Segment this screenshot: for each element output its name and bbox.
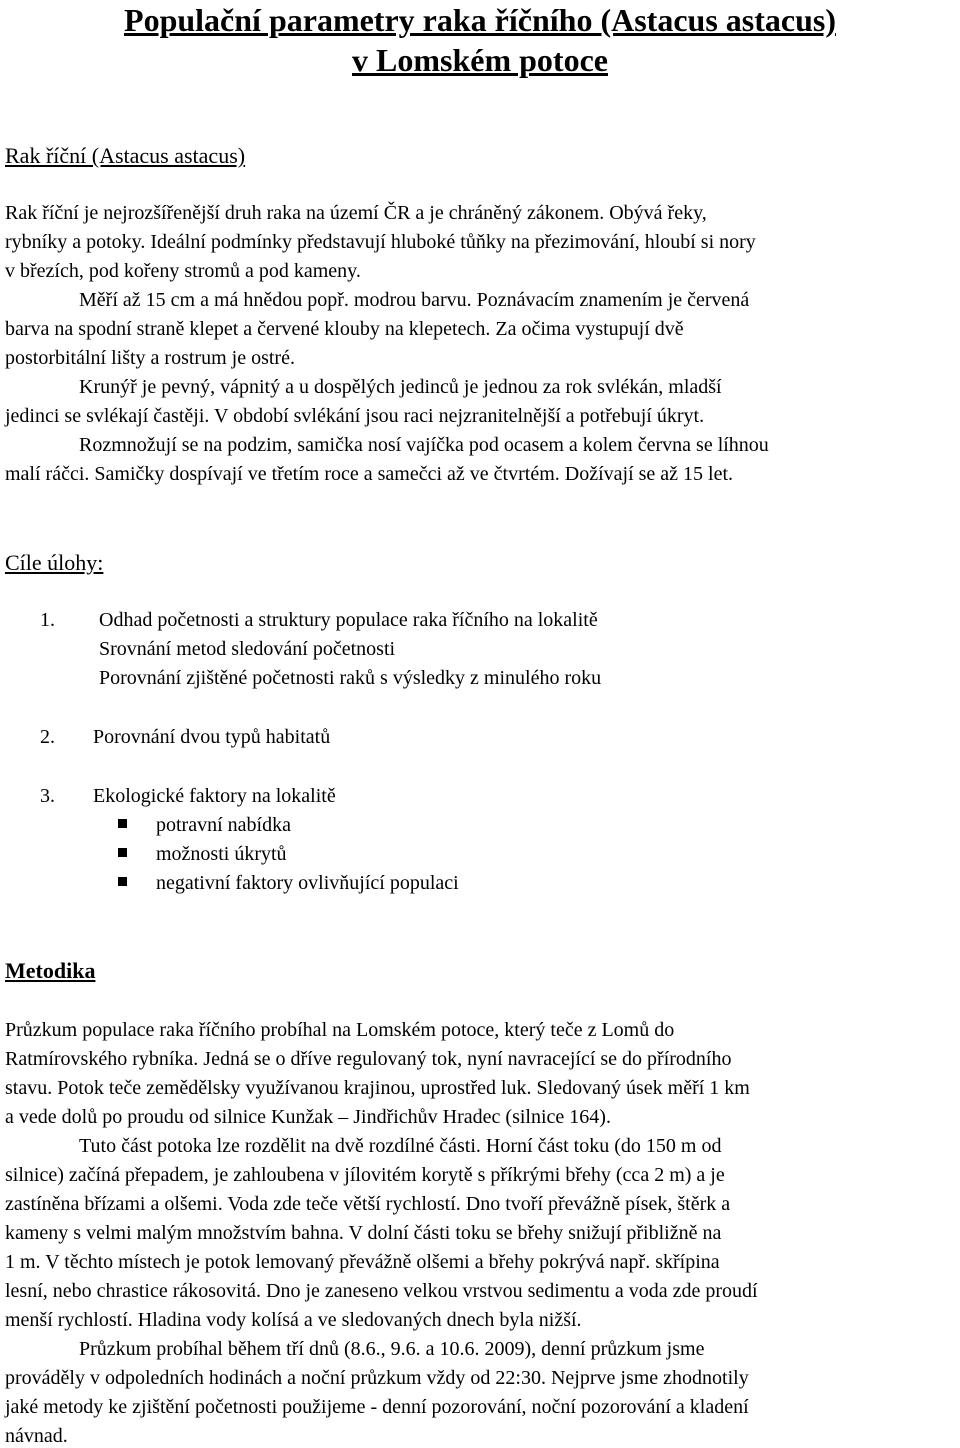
rak-paragraph-line: Rak říční je nejrozšířenější druh raka na území ČR a je chráněný zákonem. Obývá řeky, bbox=[5, 202, 707, 224]
metodika-paragraph-line: prováděly v odpoledních hodinách a noční průzkum vždy od 22:30. Nejprve jsme zhodnotily bbox=[5, 1367, 749, 1389]
metodika-paragraph-line: menší rychlostí. Hladina vody kolísá a ve sledovaných dnech byla nižší. bbox=[5, 1309, 582, 1331]
section-heading-metodika: Metodika bbox=[5, 958, 96, 983]
metodika-paragraph-line: 1 m. V těchto místech je potok lemovaný převážně olšemi a břehy pokrývá např. skřípina bbox=[5, 1251, 720, 1273]
metodika-paragraph-line: Průzkum populace raka říčního probíhal na Lomském potoce, který teče z Lomů do bbox=[5, 1019, 675, 1041]
square-bullet-icon bbox=[118, 877, 127, 886]
rak-paragraph-line: Krunýř je pevný, vápnitý a u dospělých jedinců je jednou za rok svlékán, mladší bbox=[79, 376, 722, 398]
rak-paragraph-line: jedinci se svlékají častěji. V období svlékání jsou raci nejzranitelnější a potřebují úkryt. bbox=[5, 405, 705, 427]
rak-paragraph-line: v březích, pod kořeny stromů a pod kameny. bbox=[5, 260, 361, 282]
page-title-line-2: v Lomském potoce bbox=[352, 42, 608, 78]
goal-item-line: Porovnání dvou typů habitatů bbox=[93, 726, 331, 748]
metodika-paragraph-line: jaké metody ke zjištění početnosti použijeme - denní pozorování, noční pozorování a kladení bbox=[5, 1396, 749, 1418]
metodika-paragraph-line: silnice) začíná přepadem, je zahloubena v jílovitém korytě s příkrými břehy (cca 2 m) a je bbox=[5, 1164, 725, 1186]
goal-item-line: Odhad početnosti a struktury populace raka říčního na lokalitě bbox=[99, 609, 598, 631]
metodika-paragraph-line: a vede dolů po proudu od silnice Kunžak – Jindřichův Hradec (silnice 164). bbox=[5, 1106, 611, 1128]
rak-paragraph-line: malí ráčci. Samičky dospívají ve třetím roce a samečci až ve čtvrtém. Dožívají se až 15 let. bbox=[5, 463, 734, 485]
rak-paragraph-line: barva na spodní straně klepet a červené klouby na klepetech. Za očima vystupují dvě bbox=[5, 318, 684, 340]
section-heading-cile: Cíle úlohy: bbox=[5, 550, 104, 575]
bullet-item: možnosti úkrytů bbox=[156, 843, 287, 865]
page-title-line-1: Populační parametry raka říčního (Astacus astacus) bbox=[124, 2, 836, 38]
goal-item-line: Srovnání metod sledování početnosti bbox=[99, 638, 396, 660]
metodika-paragraph-line: Tuto část potoka lze rozdělit na dvě rozdílné části. Horní část toku (do 150 m od bbox=[79, 1135, 722, 1157]
metodika-paragraph-line: návnad. bbox=[5, 1425, 68, 1447]
square-bullet-icon bbox=[118, 819, 127, 828]
goal-item-line: Ekologické faktory na lokalitě bbox=[93, 785, 336, 807]
metodika-paragraph-line: stavu. Potok teče zemědělsky využívanou krajinou, uprostřed luk. Sledovaný úsek měří 1 km bbox=[5, 1077, 750, 1099]
square-bullet-icon bbox=[118, 848, 127, 857]
section-heading-rak: Rak říční (Astacus astacus) bbox=[5, 143, 246, 168]
metodika-paragraph-line: zastíněna břízami a olšemi. Voda zde teče větší rychlostí. Dno tvoří převážně písek, štěrk a bbox=[5, 1193, 731, 1215]
list-number: 2. bbox=[40, 726, 55, 748]
metodika-paragraph-line: kameny s velmi malým množstvím bahna. V dolní části toku se břehy snižují přibližně na bbox=[5, 1222, 722, 1244]
rak-paragraph-line: Měří až 15 cm a má hnědou popř. modrou barvu. Poznávacím znamením je červená bbox=[79, 289, 750, 311]
goal-item-line: Porovnání zjištěné početnosti raků s výsledky z minulého roku bbox=[99, 667, 602, 689]
metodika-paragraph-line: Ratmírovského rybníka. Jedná se o dříve regulovaný tok, nyní navracející se do přírodního bbox=[5, 1048, 732, 1070]
list-number: 3. bbox=[40, 785, 55, 807]
list-number: 1. bbox=[40, 609, 55, 631]
rak-paragraph-line: rybníky a potoky. Ideální podmínky představují hluboké tůňky na přezimování, hloubí si nory bbox=[5, 231, 756, 253]
metodika-paragraph-line: lesní, nebo chrastice rákosovitá. Dno je zaneseno velkou vrstvou sedimentu a voda zde proudí bbox=[5, 1280, 758, 1302]
metodika-paragraph-line: Průzkum probíhal během tří dnů (8.6., 9.6. a 10.6. 2009), denní průzkum jsme bbox=[79, 1338, 705, 1360]
rak-paragraph-line: Rozmnožují se na podzim, samička nosí vajíčka pod ocasem a kolem června se líhnou bbox=[79, 434, 769, 456]
bullet-item: potravní nabídka bbox=[156, 814, 291, 836]
bullet-item: negativní faktory ovlivňující populaci bbox=[156, 872, 459, 894]
rak-paragraph-line: postorbitální lišty a rostrum je ostré. bbox=[5, 347, 295, 369]
